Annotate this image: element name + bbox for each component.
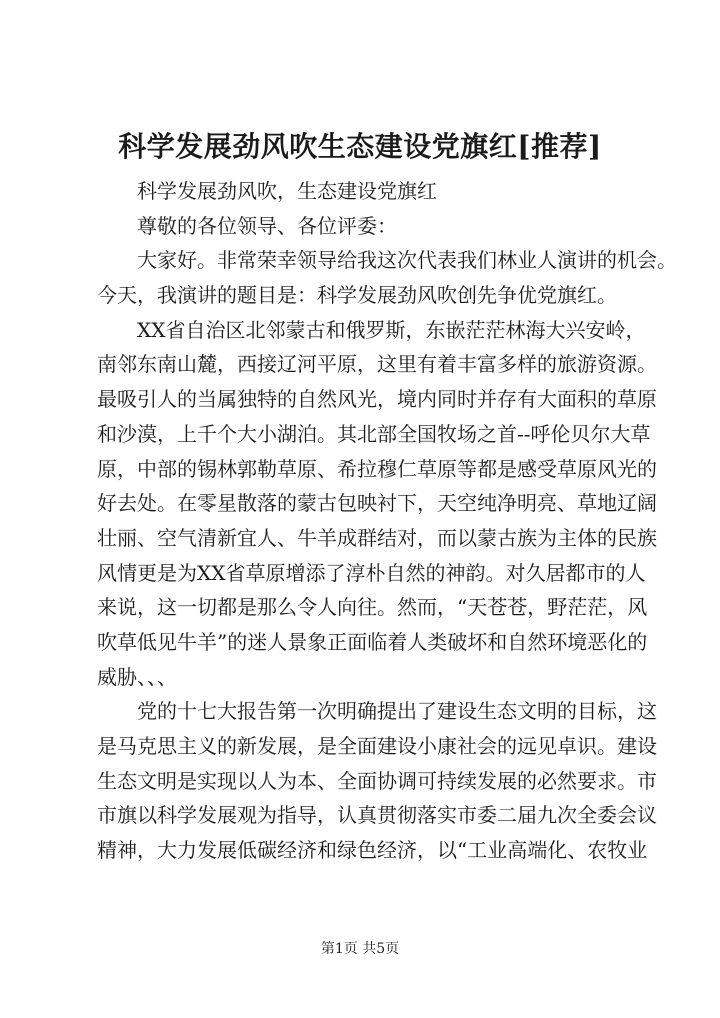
body-line: 科学发展劲风吹，生态建设党旗红	[137, 179, 437, 203]
page-footer: 第1页 共5页	[320, 941, 400, 957]
body-line: 精神，大力发展低碳经济和绿色经济，以“工业高端化、农牧业	[97, 838, 648, 863]
document-title: 科学发展劲风吹生态建设党旗红[推荐]	[118, 130, 602, 163]
body-line: 最吸引人的当属独特的自然风光，境内同时并存有大面积的草原	[97, 387, 657, 412]
body-line: 风情更是为XX省草原增添了淳朴自然的神韵。对久居都市的人	[97, 560, 646, 585]
body-line: 是马克思主义的新发展，是全面建设小康社会的远见卓识。建设	[97, 734, 657, 758]
body-line: 今天，我演讲的题目是：科学发展劲风吹创先争优党旗红。	[97, 283, 617, 308]
body-line: 市旗以科学发展观为指导，认真贯彻落实市委二届九次全委会议	[97, 803, 657, 828]
body-line: 来说，这一切都是那么令人向往。然而，“天苍苍，野茫茫，风	[97, 595, 648, 620]
document-body	[97, 174, 677, 868]
body-line: 大家好。非常荣幸领导给我这次代表我们林业人演讲的机会。	[137, 248, 677, 273]
body-line: 和沙漠，上千个大小湖泊。其北部全国牧场之首--呼伦贝尔大草	[97, 421, 651, 446]
body-line: 原，中部的锡林郭勒草原、希拉穆仁草原等都是感受草原风光的	[97, 456, 657, 481]
body-line: 尊敬的各位领导、各位评委：	[137, 213, 397, 238]
body-line: 壮丽、空气清新宜人、牛羊成群结对，而以蒙古族为主体的民族	[97, 525, 657, 550]
body-line: 吹草低见牛羊”的迷人景象正面临着人类破坏和自然环境恶化的	[97, 629, 648, 654]
body-line: 好去处。在零星散落的蒙古包映衬下，天空纯净明亮、草地辽阔	[97, 491, 657, 516]
body-line: 生态文明是实现以人为本、全面协调可持续发展的必然要求。市	[97, 768, 657, 793]
body-line: XX省自治区北邻蒙古和俄罗斯，东嵌茫茫林海大兴安岭，	[137, 317, 646, 342]
body-line: 南邻东南山麓，西接辽河平原，这里有着丰富多样的旅游资源。	[97, 352, 657, 377]
body-line: 党的十七大报告第一次明确提出了建设生态文明的目标，这	[137, 699, 657, 724]
body-line: 威胁、、、	[97, 664, 177, 689]
